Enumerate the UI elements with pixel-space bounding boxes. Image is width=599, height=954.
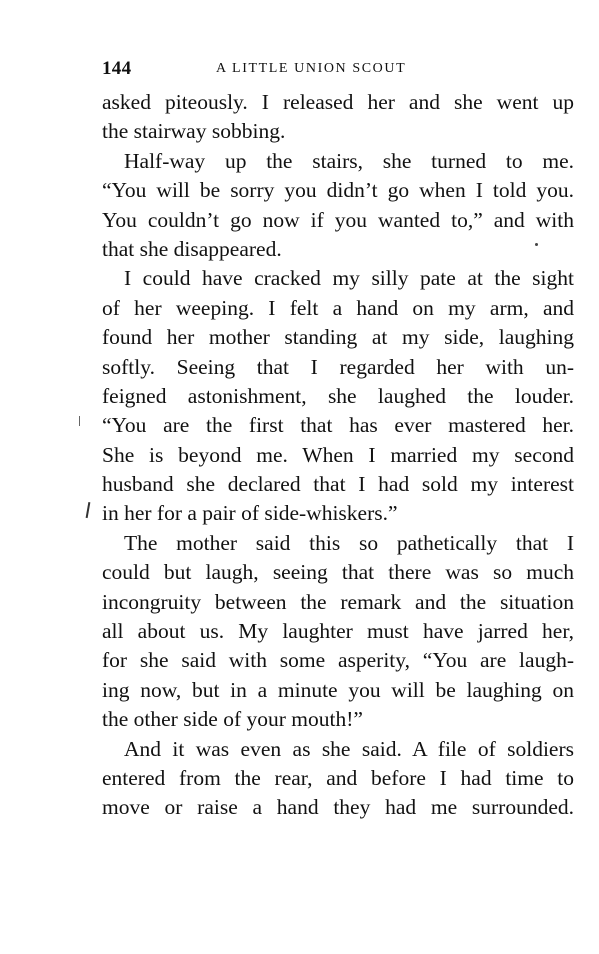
text-line: the stairway sobbing. (102, 119, 286, 144)
text-line: “You are the first that has ever mastered her. (102, 413, 574, 438)
page-header (102, 58, 574, 84)
text-line: in her for a pair of side-whiskers.” (102, 501, 398, 526)
margin-tick-mark (79, 416, 80, 426)
paragraph (102, 147, 574, 265)
text-line: feigned astonishment, she laughed the louder. (102, 383, 574, 408)
scan-speck-mark (535, 243, 538, 246)
text-line: that she disappeared. (102, 236, 282, 261)
text-line: I could have cracked my silly pate at the sight (124, 266, 574, 291)
paragraph (102, 529, 574, 735)
body-text (102, 88, 574, 823)
text-line: found her mother standing at my side, laughing (102, 325, 574, 350)
paragraph (102, 735, 574, 823)
running-title: A LITTLE UNION SCOUT (216, 61, 407, 76)
text-line: entered from the rear, and before I had time to (102, 765, 574, 790)
text-line: asked piteously. I released her and she went up (102, 90, 574, 114)
text-line: move or raise a hand they had me surrounded. (102, 795, 574, 820)
text-line: And it was even as she said. A file of soldiers (124, 736, 574, 761)
text-line: softly. Seeing that I regarded her with un- (102, 354, 574, 379)
margin-tick-mark (86, 502, 90, 518)
text-line: She is beyond me. When I married my second (102, 442, 574, 467)
text-line: for she said with some asperity, “You are laugh- (102, 648, 574, 673)
text-line: Half-way up the stairs, she turned to me. (124, 148, 574, 173)
text-line: could but laugh, seeing that there was so much (102, 560, 574, 585)
text-line: the other side of your mouth!” (102, 707, 363, 732)
paragraph (102, 264, 574, 529)
paragraph (102, 88, 574, 147)
text-line: The mother said this so pathetically that I (124, 530, 574, 555)
text-line: “You will be sorry you didn’t go when I told you. (102, 178, 574, 203)
text-line: husband she declared that I had sold my interest (102, 472, 574, 497)
text-line: of her weeping. I felt a hand on my arm, and (102, 295, 574, 320)
text-line: You couldn’t go now if you wanted to,” and with (102, 207, 574, 232)
text-line: ing now, but in a minute you will be laughing on (102, 677, 574, 702)
page-number: 144 (102, 58, 132, 79)
text-line: incongruity between the remark and the situation (102, 589, 574, 614)
text-line: all about us. My laughter must have jarred her, (102, 619, 574, 644)
